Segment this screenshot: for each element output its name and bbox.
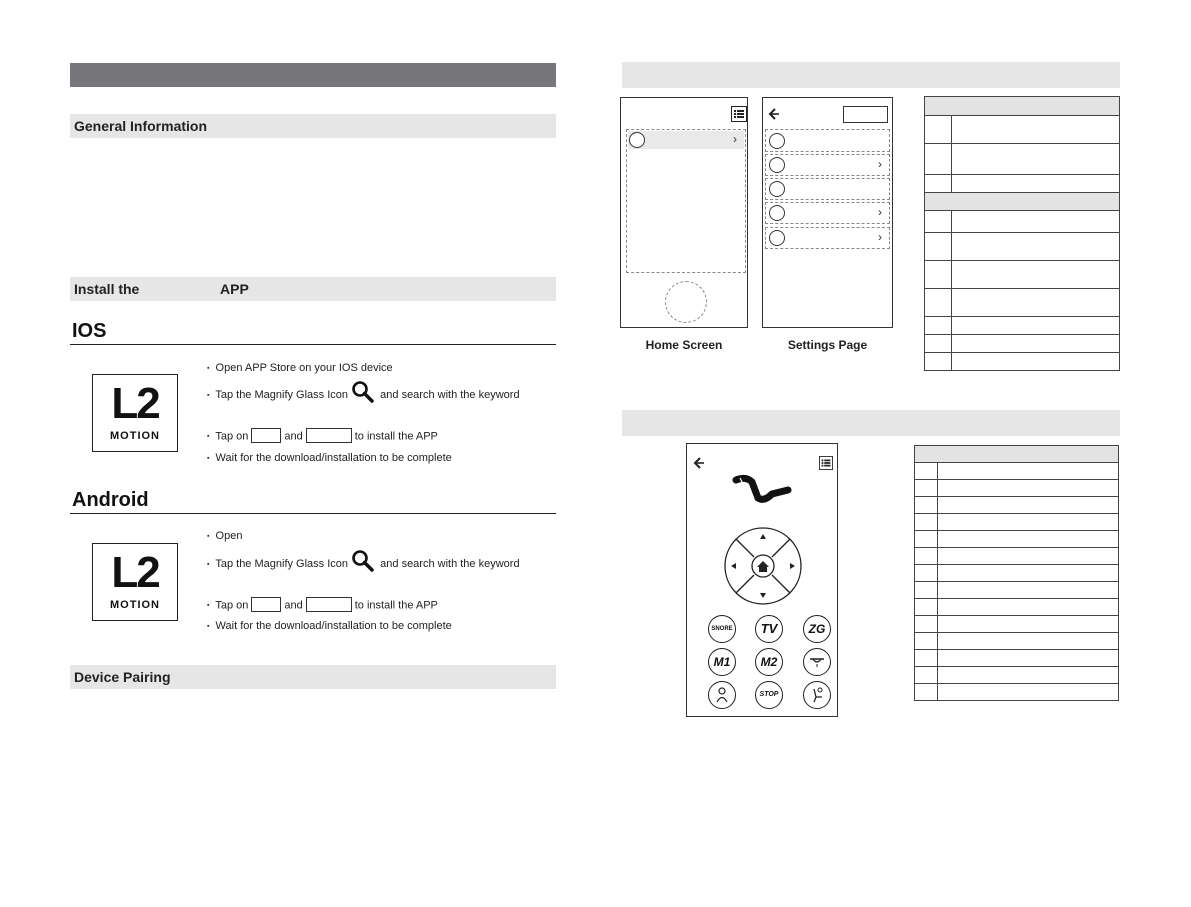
add-device-circle[interactable] xyxy=(665,281,707,323)
settings-page-caption: Settings Page xyxy=(787,338,868,352)
table-row xyxy=(925,261,1120,289)
massage-button[interactable] xyxy=(708,681,736,709)
light-button[interactable] xyxy=(803,648,831,676)
ios-rule xyxy=(70,344,556,345)
remote-phone xyxy=(686,443,838,717)
ios-step-4: ▪ Wait for the download/installation to be complete xyxy=(207,452,452,464)
massage-icon xyxy=(715,687,729,703)
chair-button[interactable] xyxy=(803,681,831,709)
general-information-heading: General Information xyxy=(74,118,208,134)
ios-step-1: ▪ Open APP Store on your IOS device xyxy=(207,362,393,374)
install-button-box xyxy=(306,428,352,443)
light-icon xyxy=(809,656,825,668)
gear-icon xyxy=(769,157,785,173)
m2-button[interactable]: M2 xyxy=(755,648,783,676)
ios-heading: IOS xyxy=(72,320,107,342)
bed-icon xyxy=(629,132,645,148)
back-arrow-icon xyxy=(767,107,781,121)
l2-motion-logo-ios xyxy=(92,374,178,452)
l2-motion-logo-android xyxy=(92,543,178,621)
get-button-box xyxy=(251,428,281,443)
table-row xyxy=(925,233,1120,261)
magnify-glass-icon xyxy=(351,381,377,403)
android-step-2: ▪ Tap the Magnify Glass Icon and search with the keyword xyxy=(207,553,520,575)
install-prefix: Install the xyxy=(74,281,140,297)
android-heading: Android xyxy=(72,489,149,511)
lock-icon xyxy=(769,133,785,149)
settings-page-phone xyxy=(762,97,893,328)
table-row xyxy=(925,211,1120,233)
general-information-bar xyxy=(70,114,556,138)
android-step-1: ▪ Open xyxy=(207,530,242,542)
table-header-row xyxy=(925,193,1120,211)
table-row xyxy=(915,514,1119,531)
device-list-area xyxy=(626,129,746,273)
chevron-right-icon: › xyxy=(878,205,882,219)
right-top-bar xyxy=(622,62,1120,88)
people-icon xyxy=(769,205,785,221)
right-middle-bar xyxy=(622,410,1120,436)
table-row xyxy=(915,565,1119,582)
table-row xyxy=(925,317,1120,335)
table-row xyxy=(915,582,1119,599)
table-header-row xyxy=(915,446,1119,463)
remote-legend-table xyxy=(914,445,1119,701)
table-row xyxy=(915,616,1119,633)
plus-icon xyxy=(769,181,785,197)
device-list-item[interactable] xyxy=(628,131,744,149)
device-pairing-bar xyxy=(70,665,556,689)
chevron-right-icon: › xyxy=(878,230,882,244)
table-row xyxy=(925,144,1120,175)
table-row xyxy=(915,650,1119,667)
table-row xyxy=(915,599,1119,616)
install-suffix: APP xyxy=(220,281,249,297)
stop-button[interactable]: STOP xyxy=(755,681,783,709)
install-button-box xyxy=(306,597,352,612)
m1-button[interactable]: M1 xyxy=(708,648,736,676)
android-step-4: ▪ Wait for the download/installation to be complete xyxy=(207,620,452,632)
android-step-3: ▪ Tap on and to install the APP xyxy=(207,598,438,613)
table-row xyxy=(915,667,1119,684)
logo-l2-text: L2 xyxy=(111,379,159,428)
left-title-bar xyxy=(70,63,556,87)
logo-motion-text: MOTION xyxy=(110,430,160,442)
menu-list-icon xyxy=(819,456,833,470)
home-screen-caption: Home Screen xyxy=(645,338,723,352)
bed-position-icon xyxy=(732,474,792,508)
direction-pad[interactable] xyxy=(723,526,803,606)
snore-button[interactable]: SNORE xyxy=(708,615,736,643)
wrench-icon xyxy=(769,230,785,246)
zg-button[interactable]: ZG xyxy=(803,615,831,643)
table-row xyxy=(915,633,1119,650)
android-rule xyxy=(70,513,556,514)
table-row xyxy=(925,353,1120,371)
back-arrow-icon xyxy=(692,456,706,470)
menu-list-icon xyxy=(731,106,747,122)
install-app-bar xyxy=(70,277,556,301)
table-row xyxy=(915,480,1119,497)
table-header-row xyxy=(925,97,1120,116)
settings-header-box xyxy=(843,106,888,123)
get-button-box xyxy=(251,597,281,612)
home-screen-phone xyxy=(620,97,748,328)
chevron-right-icon: › xyxy=(878,157,882,171)
table-row xyxy=(915,497,1119,514)
device-pairing-heading: Device Pairing xyxy=(74,669,171,685)
table-row xyxy=(925,289,1120,317)
logo-motion-text: MOTION xyxy=(110,599,160,611)
ios-step-2: ▪ Tap the Magnify Glass Icon and search with the keyword xyxy=(207,384,520,406)
table-row xyxy=(925,175,1120,193)
table-row xyxy=(925,335,1120,353)
logo-l2-text: L2 xyxy=(111,548,159,597)
magnify-glass-icon xyxy=(351,550,377,572)
table-row xyxy=(915,463,1119,480)
table-row xyxy=(915,548,1119,565)
table-row xyxy=(915,531,1119,548)
ios-step-3: ▪ Tap on and to install the APP xyxy=(207,429,438,444)
table-row xyxy=(925,116,1120,144)
tv-button[interactable]: TV xyxy=(755,615,783,643)
chair-icon xyxy=(810,687,824,703)
settings-legend-table xyxy=(924,96,1120,371)
chevron-right-icon: › xyxy=(733,132,737,146)
table-row xyxy=(915,684,1119,701)
